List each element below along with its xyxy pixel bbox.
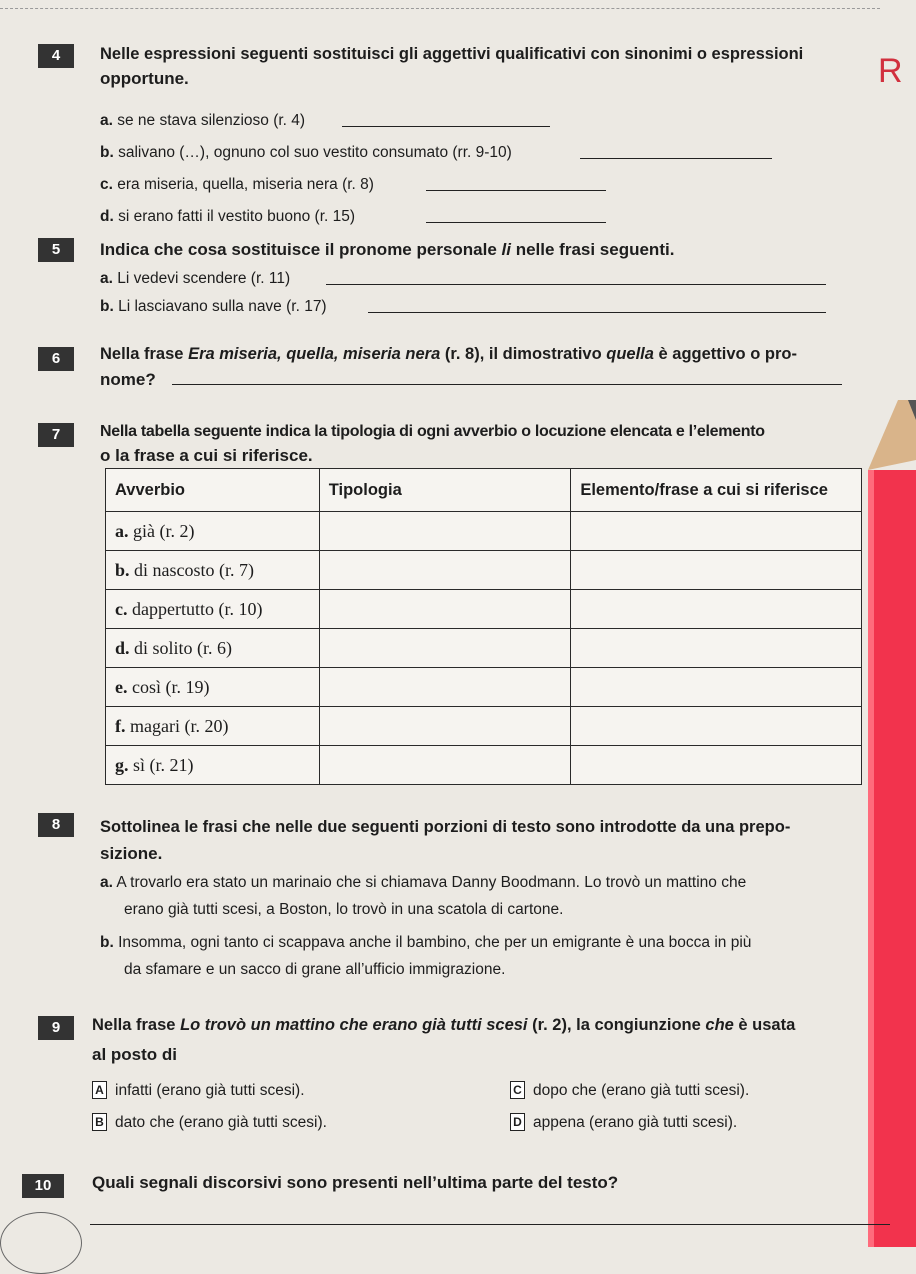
question-10-number: 10: [22, 1174, 64, 1198]
question-8-text-line1: Sottolinea le frasi che nelle due seguenti porzioni di testo sono introdotte da una prepo-: [100, 818, 791, 836]
q5-item-b: b. Li lasciavano sulla nave (r. 17): [100, 298, 327, 315]
q4-item-d: d. si erano fatti il vestito buono (r. 15): [100, 208, 356, 225]
q9-option-d[interactable]: D appena (erano già tutti scesi).: [510, 1113, 737, 1132]
adverb-cell: a. già (r. 2): [106, 512, 320, 551]
table-row: [106, 707, 862, 746]
question-7-number: 7: [38, 423, 74, 447]
question-7-text-line2: o la frase a cui si riferisce.: [100, 446, 313, 465]
option-a-checkbox[interactable]: A: [92, 1081, 107, 1099]
tipologia-answer-cell[interactable]: [319, 707, 571, 746]
q9-option-b[interactable]: B dato che (erano già tutti scesi).: [92, 1113, 327, 1132]
table-header-tipologia: Tipologia: [319, 469, 571, 512]
option-d-checkbox[interactable]: D: [510, 1113, 525, 1131]
q4-item-c: c. era miseria, quella, miseria nera (r. 8): [100, 176, 374, 193]
option-b-checkbox[interactable]: B: [92, 1113, 107, 1131]
question-5-number: 5: [38, 238, 74, 262]
question-4-number: 4: [38, 44, 74, 68]
q4-answer-line-b[interactable]: [580, 158, 772, 159]
adverb-cell: d. di solito (r. 6): [106, 629, 320, 668]
q4-answer-line-c[interactable]: [426, 190, 606, 191]
adverb-cell: b. di nascosto (r. 7): [106, 551, 320, 590]
question-9-text-line1: Nella frase Lo trovò un mattino che erano già tutti scesi (r. 2), la congiunzione che è usata: [92, 1016, 796, 1034]
question-8-text-line2: sizione.: [100, 844, 163, 863]
q5-item-a: a. Li vedevi scendere (r. 11): [100, 270, 291, 287]
elemento-answer-cell[interactable]: [571, 551, 862, 590]
question-7-text-line1: Nella tabella seguente indica la tipologia di ogni avverbio o locuzione elencata e l’elemento: [100, 423, 765, 440]
tipologia-answer-cell[interactable]: [319, 668, 571, 707]
q4-item-a: a. se ne stava silenzioso (r. 4): [100, 112, 306, 129]
table-row: [106, 590, 862, 629]
table-row: [106, 668, 862, 707]
q4-item-b: b. salivano (…), ognuno col suo vestito consumato (rr. 9-10): [100, 144, 512, 161]
elemento-answer-cell[interactable]: [571, 590, 862, 629]
tipologia-answer-cell[interactable]: [319, 746, 571, 785]
question-6-text-line2: nome?: [100, 370, 156, 389]
tipologia-answer-cell[interactable]: [319, 551, 571, 590]
elemento-answer-cell[interactable]: [571, 512, 862, 551]
question-9-text-line2: al posto di: [92, 1045, 177, 1064]
question-4-text-line1: Nelle espressioni seguenti sostituisci gli aggettivi qualificativi con sinonimi o espressioni: [100, 45, 804, 63]
table-header-row: [106, 469, 862, 512]
q8-passage-b-line2: da sfamare e un sacco di grane all’ufficio immigrazione.: [124, 961, 506, 978]
table-row: [106, 551, 862, 590]
question-5-text: Indica che cosa sostituisce il pronome personale li nelle frasi seguenti.: [100, 240, 675, 259]
elemento-answer-cell[interactable]: [571, 707, 862, 746]
table-row: [106, 746, 862, 785]
adverb-table: [105, 468, 862, 785]
q6-answer-line[interactable]: [172, 384, 842, 385]
table-row: [106, 512, 862, 551]
adverb-cell: e. così (r. 19): [106, 668, 320, 707]
q10-answer-line[interactable]: [90, 1224, 890, 1225]
q4-answer-line-a[interactable]: [342, 126, 550, 127]
pencil-illustration: [868, 400, 916, 1247]
q4-answer-line-d[interactable]: [426, 222, 606, 223]
tipologia-answer-cell[interactable]: [319, 512, 571, 551]
question-6-text-line1: Nella frase Era miseria, quella, miseria nera (r. 8), il dimostrativo quella è aggettivo o pro-: [100, 345, 797, 363]
table-header-elemento: Elemento/frase a cui si riferisce: [571, 469, 862, 512]
question-4-text-line2: opportune.: [100, 69, 189, 88]
q5-answer-line-a[interactable]: [326, 284, 826, 285]
elemento-answer-cell[interactable]: [571, 668, 862, 707]
section-tab-letter: R: [878, 52, 903, 90]
question-8-number: 8: [38, 813, 74, 837]
tipologia-answer-cell[interactable]: [319, 590, 571, 629]
q9-option-a[interactable]: A infatti (erano già tutti scesi).: [92, 1081, 305, 1100]
option-c-checkbox[interactable]: C: [510, 1081, 525, 1099]
elemento-answer-cell[interactable]: [571, 629, 862, 668]
adverb-cell: g. sì (r. 21): [106, 746, 320, 785]
question-9-number: 9: [38, 1016, 74, 1040]
adverb-cell: f. magari (r. 20): [106, 707, 320, 746]
tipologia-answer-cell[interactable]: [319, 629, 571, 668]
q8-passage-b-line1: b. Insomma, ogni tanto ci scappava anche il bambino, che per un emigrante è una bocca in più: [100, 934, 752, 951]
q9-option-c[interactable]: C dopo che (erano già tutti scesi).: [510, 1081, 749, 1100]
adverb-cell: c. dappertutto (r. 10): [106, 590, 320, 629]
decorative-circle: [0, 1212, 82, 1274]
table-header-avverbio: Avverbio: [106, 469, 320, 512]
elemento-answer-cell[interactable]: [571, 746, 862, 785]
q8-passage-a-line2: erano già tutti scesi, a Boston, lo trovò in una scatola di cartone.: [124, 901, 564, 918]
top-dashed-rule: [0, 8, 880, 9]
table-row: [106, 629, 862, 668]
q5-answer-line-b[interactable]: [368, 312, 826, 313]
question-6-number: 6: [38, 347, 74, 371]
question-10-text: Quali segnali discorsivi sono presenti nell’ultima parte del testo?: [92, 1173, 619, 1192]
q8-passage-a-line1: a. A trovarlo era stato un marinaio che si chiamava Danny Boodmann. Lo trovò un mattino che: [100, 874, 747, 891]
